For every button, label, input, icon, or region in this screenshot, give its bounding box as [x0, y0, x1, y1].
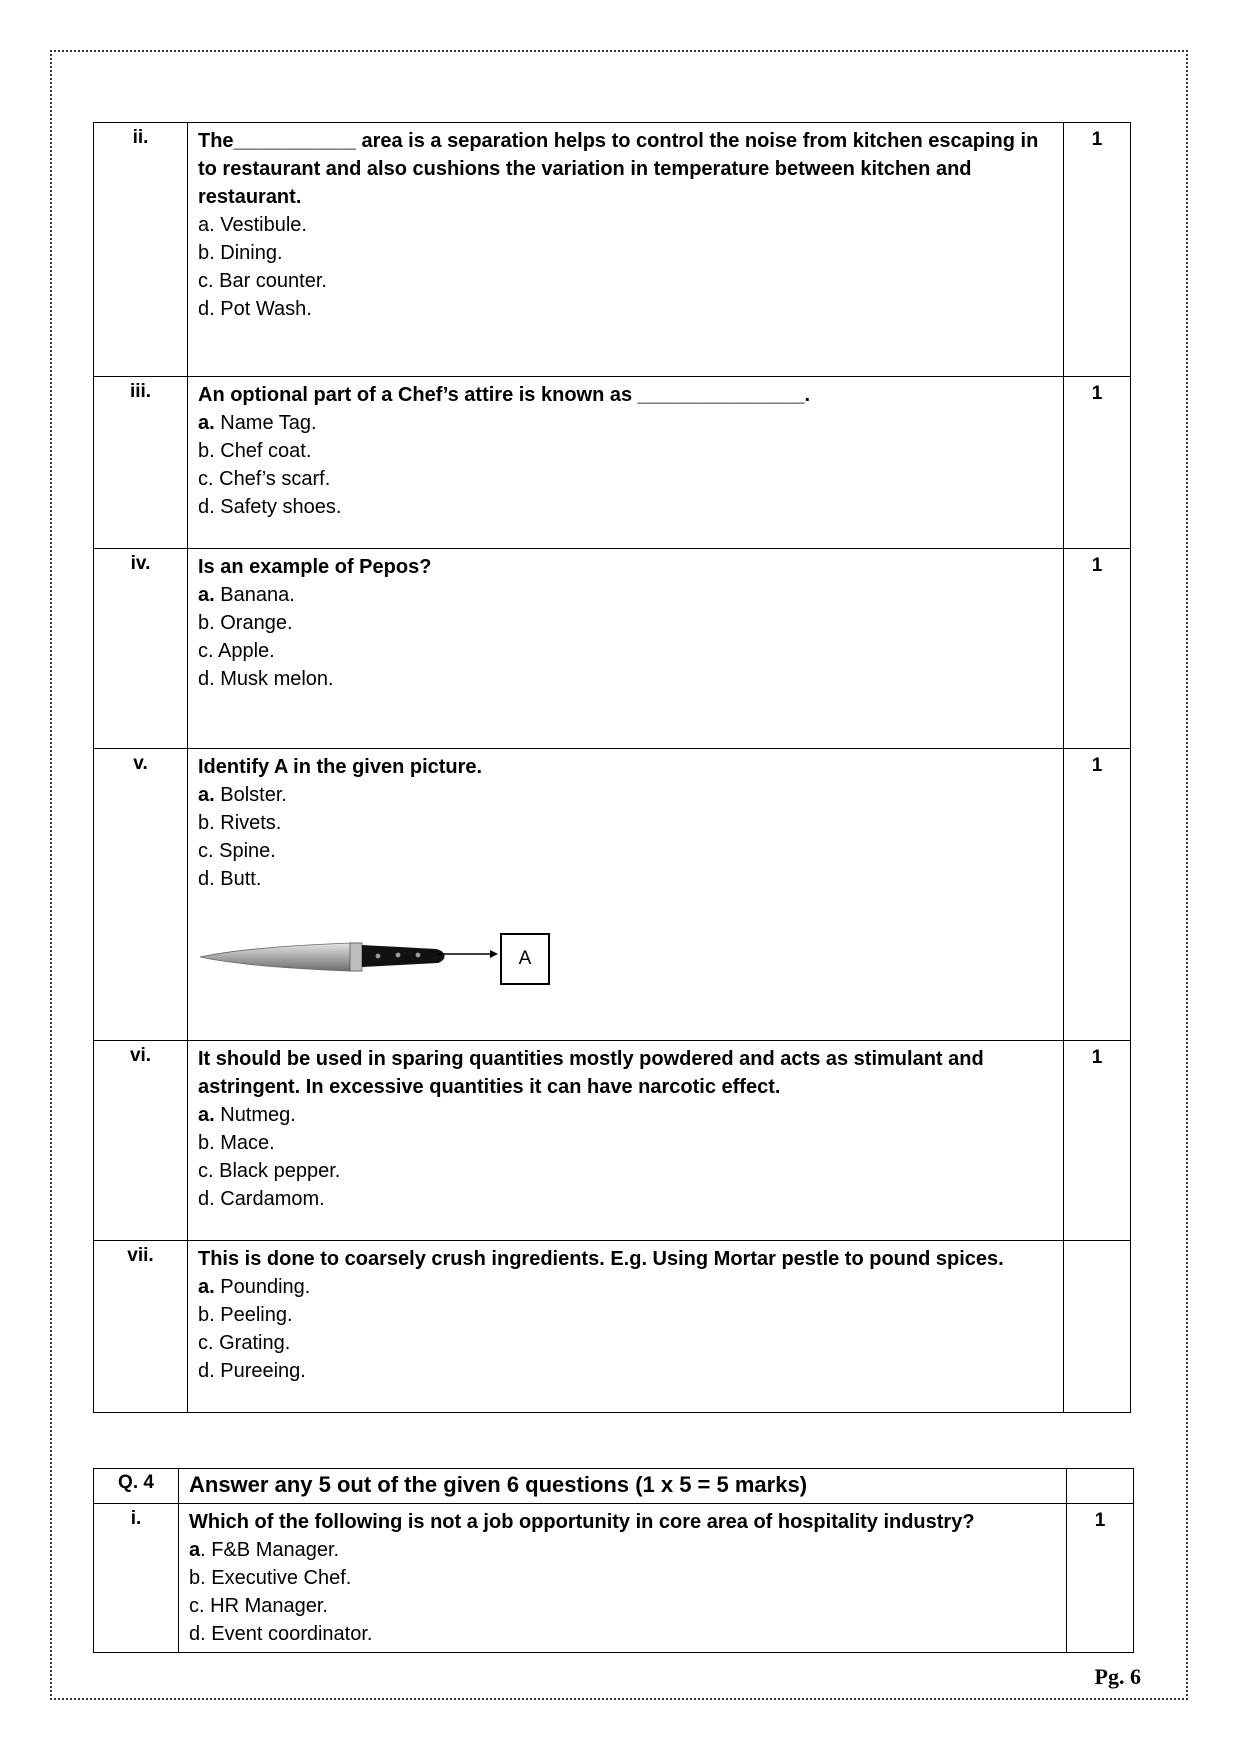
question-number: i. [94, 1504, 179, 1653]
question-row [94, 377, 1131, 549]
option: a. Nutmeg. [198, 1104, 296, 1126]
question-cell [188, 377, 1064, 549]
option: d. Safety shoes. [198, 496, 342, 518]
question-row [94, 123, 1131, 377]
questions-table [93, 122, 1131, 1413]
page-number: Pg. 6 [1094, 1664, 1141, 1689]
option: a. Name Tag. [198, 412, 317, 434]
option: b. Peeling. [198, 1304, 293, 1326]
option: c. Apple. [198, 640, 275, 662]
option: d. Cardamom. [198, 1188, 325, 1210]
option: c. Spine. [198, 840, 276, 862]
question-row [94, 1041, 1131, 1241]
question-number: vii. [94, 1241, 188, 1413]
question-mark: 1 [1064, 749, 1131, 1041]
option: b. Chef coat. [198, 440, 312, 462]
q4-header-mark [1067, 1469, 1134, 1504]
question-number: vi. [94, 1041, 188, 1241]
question-cell [188, 749, 1064, 1041]
option: d. Butt. [198, 868, 262, 890]
question-row [94, 549, 1131, 749]
option: d. Event coordinator. [189, 1623, 373, 1645]
option: b. Mace. [198, 1132, 275, 1154]
question-mark: 1 [1067, 1504, 1134, 1653]
question-cell [188, 549, 1064, 749]
option: c. HR Manager. [189, 1595, 328, 1617]
question-number: v. [94, 749, 188, 1041]
option: c. Bar counter. [198, 270, 327, 292]
option: c. Grating. [198, 1332, 291, 1354]
option: b. Orange. [198, 612, 293, 634]
option: c. Chef’s scarf. [198, 468, 331, 490]
q4-table [93, 1468, 1134, 1653]
question-text: Is an example of Pepos? [198, 556, 432, 578]
option: d. Musk melon. [198, 668, 334, 690]
question-number: iii. [94, 377, 188, 549]
question-mark: 1 [1064, 1041, 1131, 1241]
option: a. F&B Manager. [189, 1539, 340, 1561]
option: a. Bolster. [198, 784, 287, 806]
question-mark: 1 [1064, 549, 1131, 749]
label-a-box: A [500, 933, 550, 985]
q4-instructions: Answer any 5 out of the given 6 questions (1 x 5 = 5 marks) [179, 1469, 1067, 1504]
question-row [94, 1504, 1134, 1653]
option: c. Black pepper. [198, 1160, 341, 1182]
question-row [94, 1241, 1131, 1413]
question-number: iv. [94, 549, 188, 749]
option: a. Pounding. [198, 1276, 311, 1298]
question-text: It should be used in sparing quantities mostly powdered and acts as stimulant and astringent. In excessive quantities it can have narcotic effect. [198, 1048, 984, 1098]
question-number: ii. [94, 123, 188, 377]
option: a. Vestibule. [198, 214, 307, 236]
knife-image [198, 933, 498, 985]
question-mark: 1 [1064, 123, 1131, 377]
option: b. Rivets. [198, 812, 282, 834]
question-mark: 1 [1064, 377, 1131, 549]
option: d. Pureeing. [198, 1360, 306, 1382]
question-cell [188, 123, 1064, 377]
option: b. Dining. [198, 242, 283, 264]
question-text: Which of the following is not a job opportunity in core area of hospitality industry? [189, 1511, 975, 1533]
question-text: Identify A in the given picture. [198, 756, 483, 778]
question-cell [188, 1241, 1064, 1413]
question-text: This is done to coarsely crush ingredients. E.g. Using Mortar pestle to pound spices. [198, 1248, 1004, 1270]
knife-figure [198, 933, 1053, 1023]
question-cell [179, 1504, 1067, 1653]
q4-number: Q. 4 [94, 1469, 179, 1504]
question-mark [1064, 1241, 1131, 1413]
question-row [94, 749, 1131, 1041]
question-text: The___________ area is a separation helps to control the noise from kitchen escaping in to restaurant and also cushions the variation in temperature between kitchen and restaurant. [198, 130, 1039, 208]
option: a. Banana. [198, 584, 295, 606]
option: b. Executive Chef. [189, 1567, 352, 1589]
question-text: An optional part of a Chef’s attire is known as _______________. [198, 384, 811, 406]
option: d. Pot Wash. [198, 298, 312, 320]
question-cell [188, 1041, 1064, 1241]
q4-header-row [94, 1469, 1134, 1504]
